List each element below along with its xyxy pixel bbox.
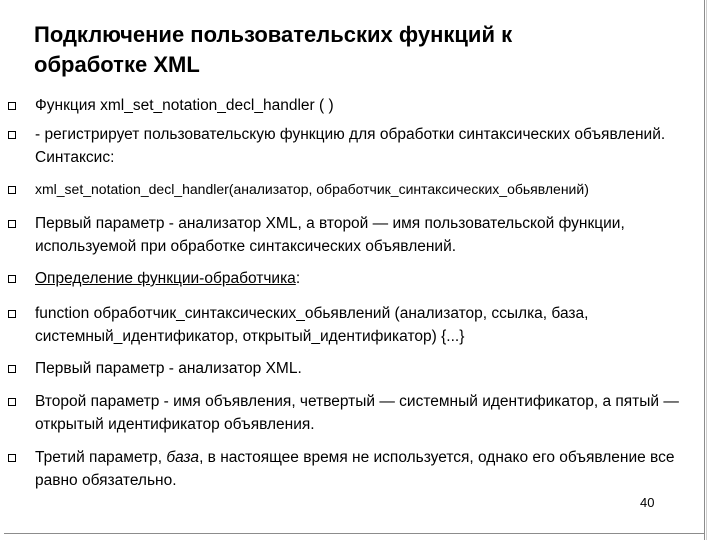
square-bullet-icon — [8, 275, 16, 283]
square-bullet-icon — [8, 398, 16, 406]
syntax-text: xml_set_notation_decl_handler(анализатор, обработчик_синтаксических_обьявлений) — [35, 181, 589, 197]
italic-term: база — [166, 449, 200, 466]
heading-colon: : — [295, 270, 301, 287]
bullet-text — [35, 446, 695, 492]
bullet-text-suffix: , в настоящее время не используется, однако его объявление все равно обязательно. — [35, 449, 675, 489]
function-name: xml_set_notation_decl_handler ( ) — [100, 97, 334, 114]
slide-title — [34, 20, 674, 80]
square-bullet-icon — [8, 131, 16, 139]
square-bullet-icon — [8, 220, 16, 228]
bullet-text-prefix: Третий параметр, — [35, 449, 167, 466]
square-bullet-icon — [8, 186, 16, 194]
bullet-text: Второй параметр - имя объявления, четвертый — системный идентификатор, а пятый — открытый идентификатор объявления. — [35, 393, 679, 433]
bullet-text: Первый параметр - анализатор XML, а второй — имя пользовательской функции, используемой при обработке синтаксических объявлений. — [35, 215, 625, 255]
function-signature-text: function обработчик_синтаксических_обьявлений (анализатор, ссылка, база, системный_идентификатор, открытый_идентификатор) {...} — [35, 305, 589, 345]
handler-definition-heading: Определение функции-обработчика — [35, 270, 296, 287]
bullet-text — [35, 94, 695, 117]
square-bullet-icon — [8, 454, 16, 462]
slide-title-line-2: обработке XML — [34, 52, 200, 77]
bullet-text-prefix: Функция — [35, 97, 101, 114]
bullet-text: - регистрирует пользовательскую функцию для обработки синтаксических объявлений. Синтаксис: — [35, 126, 666, 166]
square-bullet-icon — [8, 365, 16, 373]
slide-border-bottom — [4, 533, 704, 534]
slide-border-right-shadow — [706, 0, 707, 540]
slide-title-line-1: Подключение пользовательских функций к — [34, 22, 513, 47]
square-bullet-icon — [8, 310, 16, 318]
bullet-text: Первый параметр - анализатор XML. — [35, 360, 302, 377]
bullet-text — [35, 267, 695, 290]
page-number: 40 — [640, 495, 655, 510]
slide-border-right — [704, 0, 705, 540]
square-bullet-icon — [8, 102, 16, 110]
